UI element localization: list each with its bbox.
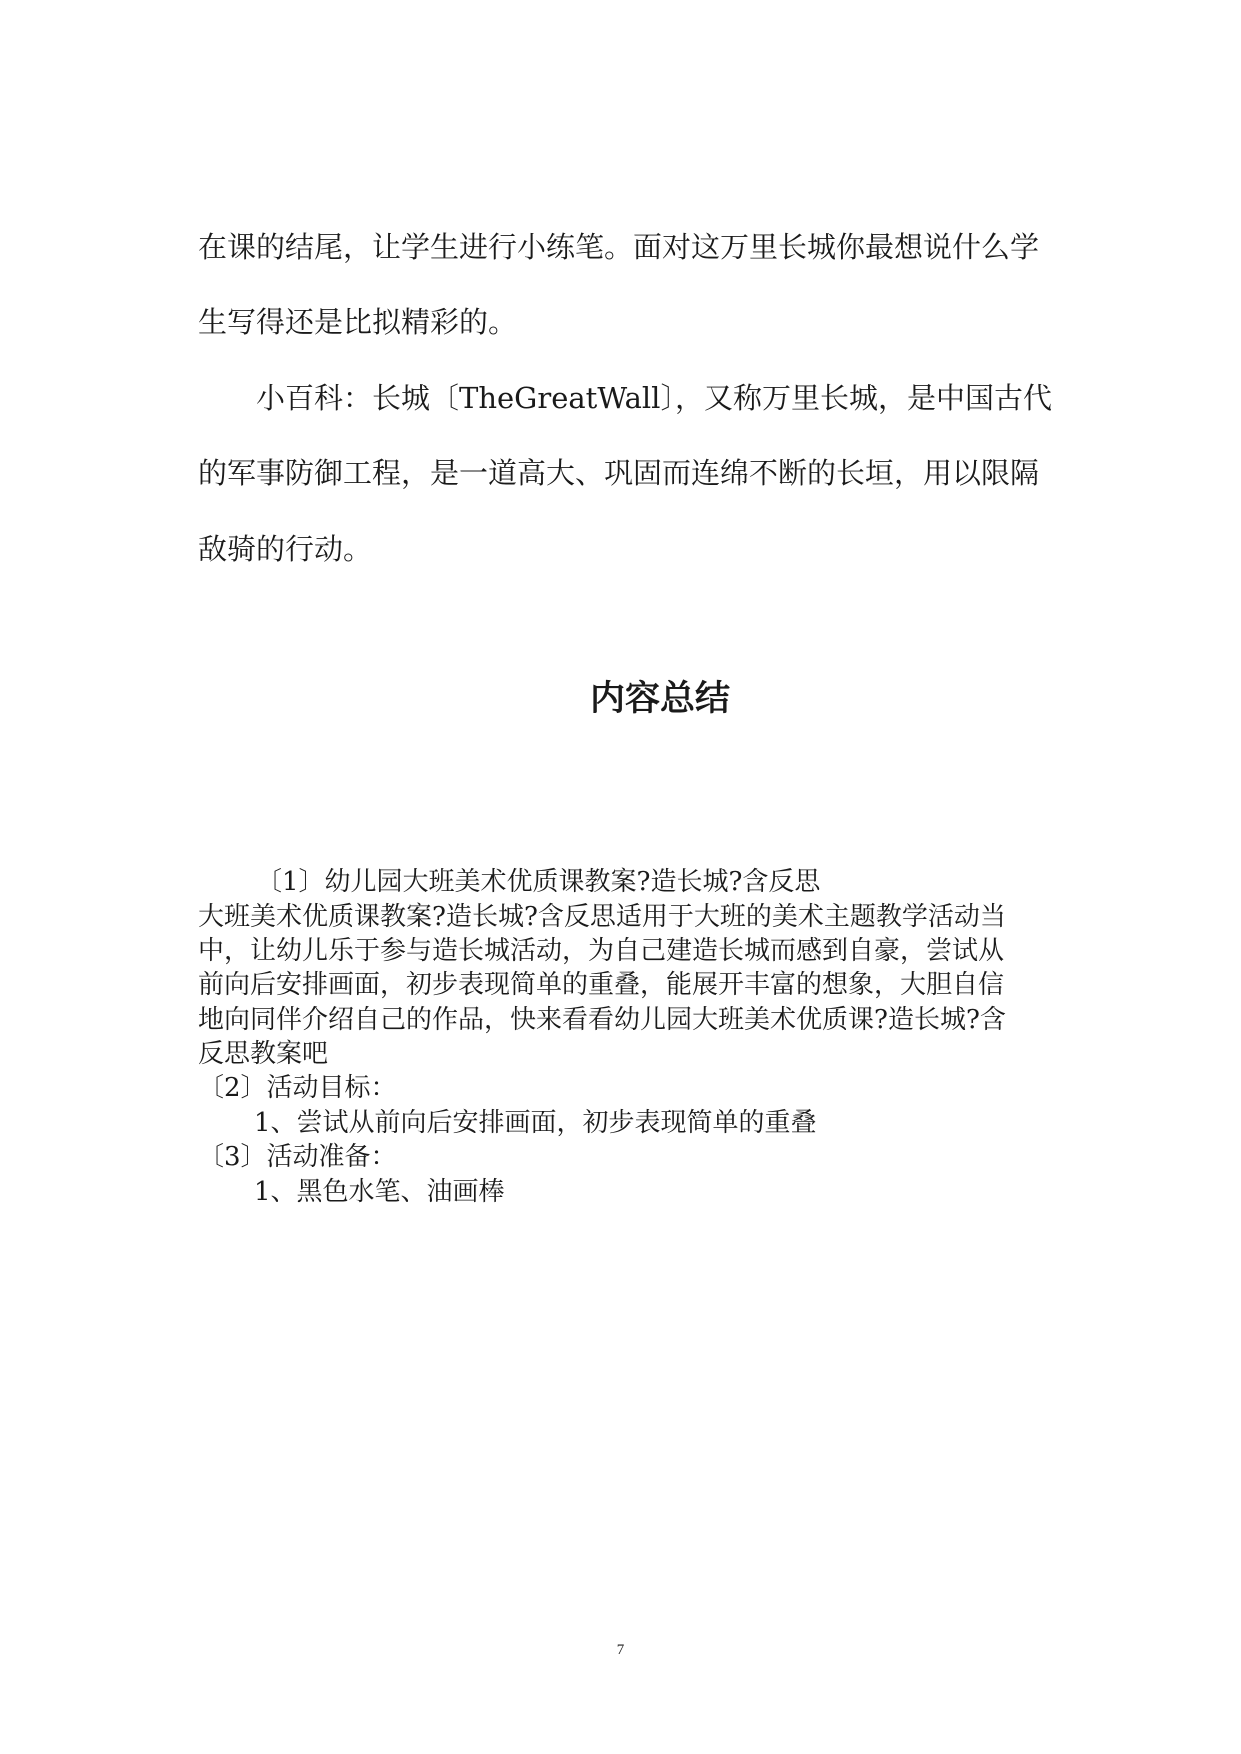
- summary-line: 前向后安排画面，初步表现简单的重叠，能展开丰富的想象，大胆自信: [198, 970, 1005, 1000]
- body-text-line: 敌骑的行动。: [198, 532, 373, 566]
- body-text-line: 小百科：长城〔TheGreatWall〕，又称万里长城，是中国古代: [256, 381, 1052, 415]
- summary-line: 〔2〕活动目标：: [198, 1073, 397, 1103]
- summary-line: 大班美术优质课教案?造长城?含反思适用于大班的美术主题教学活动当: [198, 902, 1006, 932]
- summary-line: 中，让幼儿乐于参与造长城活动，为自己建造长城而感到自豪，尝试从: [198, 936, 1005, 966]
- body-text-line: 生写得还是比拟精彩的。: [198, 305, 518, 339]
- summary-line: 反思教案吧: [198, 1039, 329, 1069]
- summary-line: 1、尝试从前向后安排画面，初步表现简单的重叠: [254, 1108, 817, 1138]
- summary-line: 〔1〕幼儿园大班美术优质课教案?造长城?含反思: [256, 867, 821, 897]
- body-text-line: 在课的结尾，让学生进行小练笔。面对这万里长城你最想说什么学: [198, 230, 1040, 264]
- summary-line: 1、黑色水笔、油画棒: [254, 1177, 505, 1207]
- body-text-line: 的军事防御工程，是一道高大、巩固而连绵不断的长垣，用以限隔: [198, 456, 1040, 490]
- page-number: 7: [616, 1642, 625, 1658]
- summary-line: 地向同伴介绍自己的作品，快来看看幼儿园大班美术优质课?造长城?含: [198, 1005, 1006, 1035]
- section-heading: 内容总结: [589, 679, 730, 719]
- summary-line: 〔3〕活动准备：: [198, 1142, 397, 1172]
